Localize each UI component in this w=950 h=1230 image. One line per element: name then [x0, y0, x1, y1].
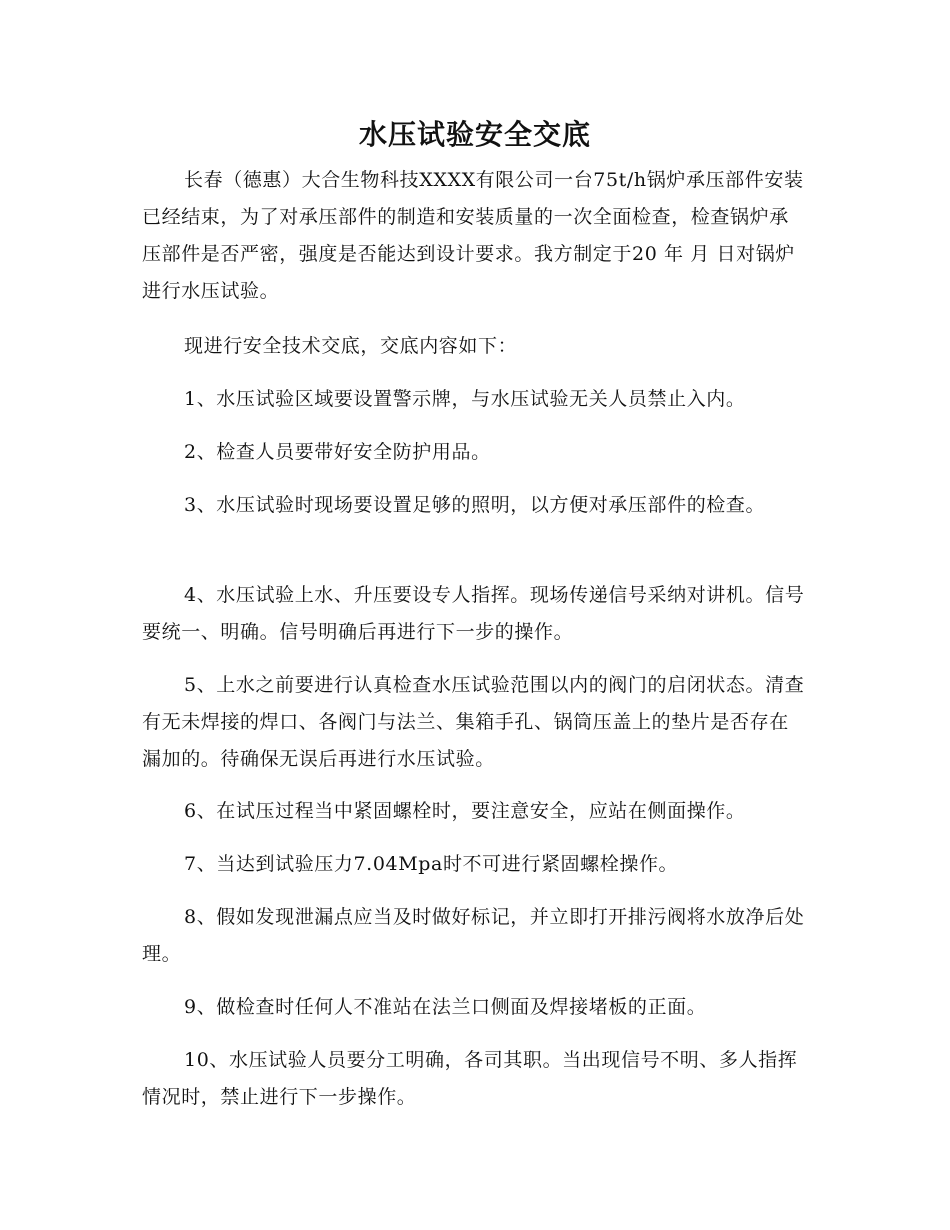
- lead-paragraph: 现进行安全技术交底，交底内容如下：: [184, 335, 518, 357]
- document-title: 水压试验安全交底: [358, 118, 591, 151]
- item-7: 7、当达到试验压力7.04Mpa时不可进行紧固螺栓操作。: [184, 853, 679, 875]
- item-9: 9、做检查时任何人不准站在法兰口侧面及焊接堵板的正面。: [184, 996, 707, 1018]
- intro-paragraph: 长春（德惠）大合生物科技XXXX有限公司一台75t/h锅炉承压部件安装已经结束，为了对承压部件的制造和安装质量的一次全面检查，检查锅炉承压部件是否严密，强度是否能达到设计要求。我方制定于20 年 月 日对锅炉进行水压试验。: [142, 169, 804, 302]
- item-6: 6、在试压过程当中紧固螺栓时，要注意安全，应站在侧面操作。: [184, 800, 746, 822]
- item-8: 8、假如发现泄漏点应当及时做好标记，并立即打开排污阀将水放净后处理。: [142, 906, 805, 965]
- item-10: 10、水压试验人员要分工明确，各司其职。当出现信号不明、多人指挥情况时，禁止进行下一步操作。: [142, 1049, 798, 1108]
- item-5: 5、上水之前要进行认真检查水压试验范围以内的阀门的启闭状态。清查有无未焊接的焊口、各阀门与法兰、集箱手孔、锅筒压盖上的垫片是否存在漏加的。待确保无误后再进行水压试验。: [142, 674, 805, 770]
- item-4: 4、水压试验上水、升压要设专人指挥。现场传递信号采纳对讲机。信号要统一、明确。信号明确后再进行下一步的操作。: [142, 584, 805, 643]
- item-3: 3、水压试验时现场要设置足够的照明，以方便对承压部件的检查。: [184, 494, 766, 516]
- item-2: 2、检查人员要带好安全防护用品。: [184, 441, 491, 463]
- item-1: 1、水压试验区域要设置警示牌，与水压试验无关人员禁止入内。: [184, 388, 746, 410]
